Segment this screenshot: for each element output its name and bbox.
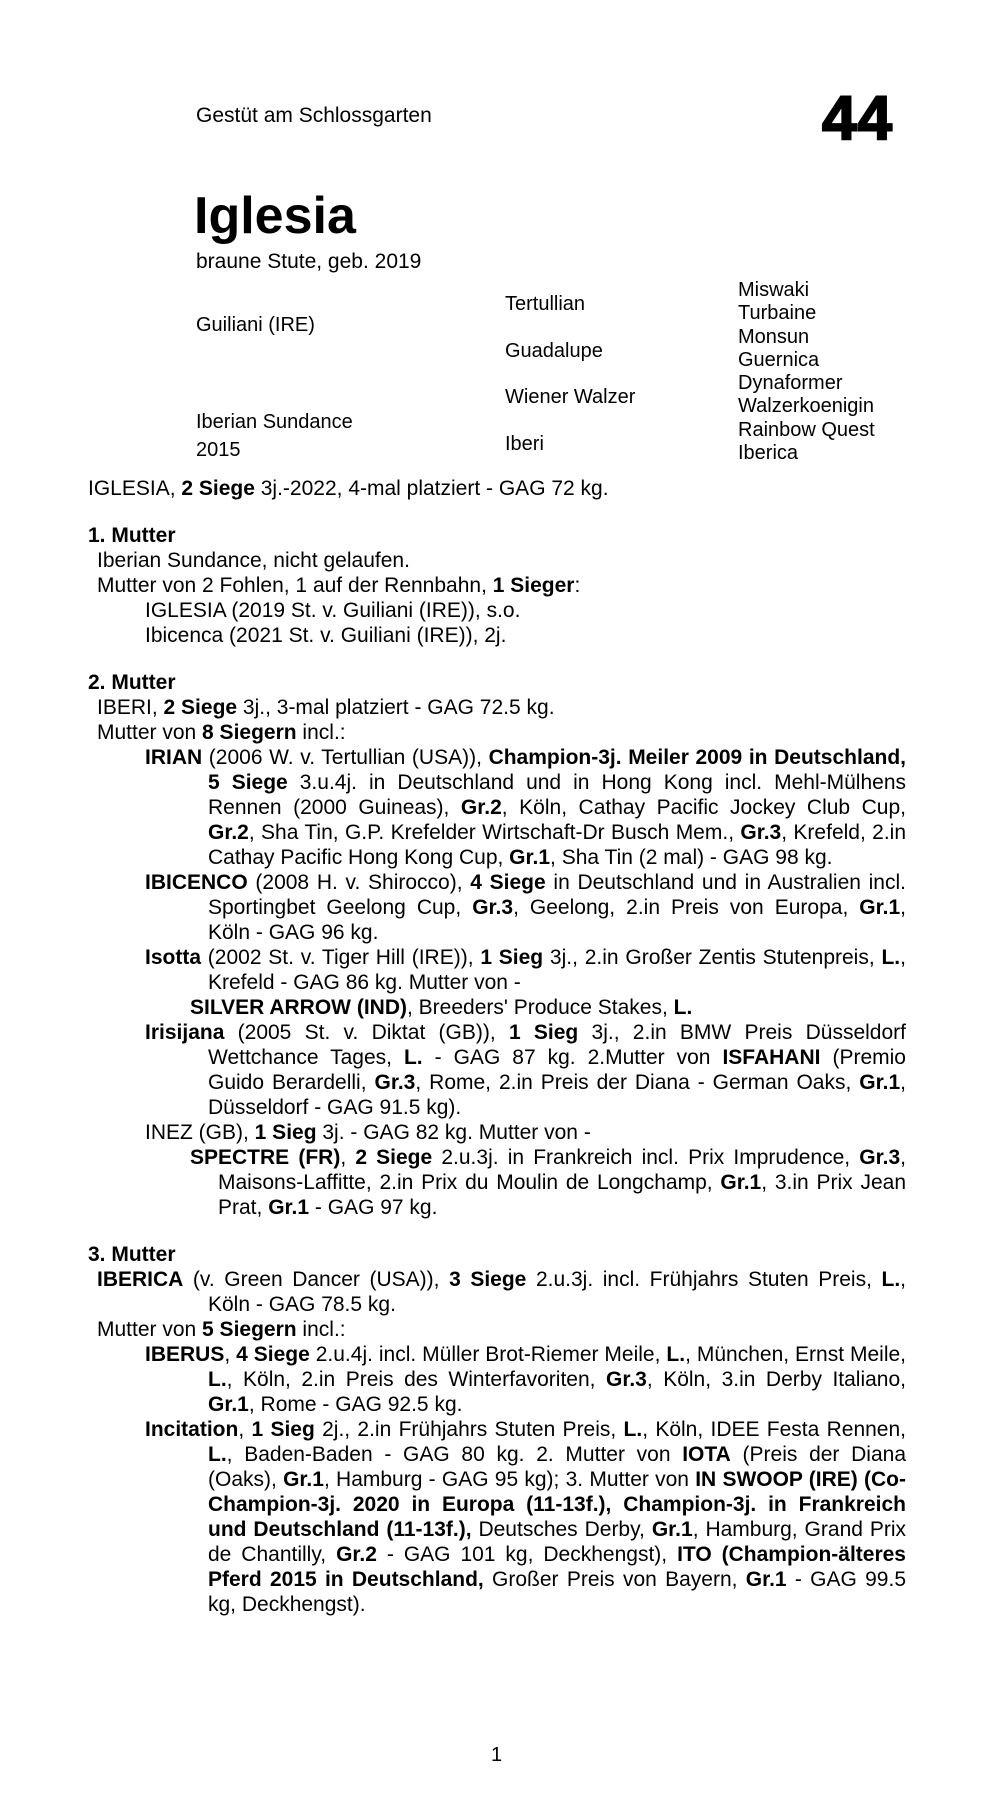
pedigree-text-paragraph: Ibicenca (2021 St. v. Guiliani (IRE)), 2j. <box>145 624 507 647</box>
bold-text: ISFAHANI <box>722 1046 821 1069</box>
bold-text: ITO (Champion-älteres Pferd 2015 in Deutschland, <box>208 1543 906 1591</box>
bold-text: 2 Siege <box>355 1146 433 1169</box>
bold-text: 1 Sieg <box>508 1021 579 1044</box>
pedigree-text-paragraph: IBERI, 2 Siege 3j., 3-mal platziert - GAG 72.5 kg. <box>97 696 555 719</box>
bold-text: IBICENCO <box>145 871 248 894</box>
page-number: 1 <box>490 1744 503 1766</box>
pedigree-text-paragraph: SILVER ARROW (IND), Breeders' Produce Stakes, L. <box>190 996 693 1019</box>
pedigree-ancestor: Rainbow Quest <box>738 419 875 441</box>
bold-text: 4 Siege <box>236 1343 310 1366</box>
horse-description: braune Stute, geb. 2019 <box>196 250 422 273</box>
bold-text: L. <box>208 1443 227 1466</box>
pedigree-ancestor: Iberi <box>505 433 544 455</box>
bold-text: L. <box>403 1046 423 1069</box>
bold-text: Gr.3 <box>374 1071 416 1094</box>
pedigree-text-paragraph: IBERICA (v. Green Dancer (USA)), 3 Siege 2.u.3j. incl. Frühjahrs Stuten Preis, L., Köln - GAG 78.5 kg. <box>97 1268 907 1316</box>
pedigree-text-paragraph: Irisijana (2005 St. v. Diktat (GB)), 1 Sieg 3j., 2.in BMW Preis Düsseldorf Wettchance Tages, L. - GAG 87 kg. 2.Mutter von ISFAHANI (Premio Guido Berardelli, Gr.3, Rome, 2.in Preis der Diana - German Oaks, Gr.1, Düsseldorf - GAG 91.5 kg). <box>145 1021 906 1119</box>
bold-text: L. <box>666 1343 686 1366</box>
bold-text: Irisijana <box>145 1021 225 1044</box>
pedigree-text-paragraph: IRIAN (2006 W. v. Tertullian (USA)), Champion-3j. Meiler 2009 in Deutschland, 5 Siege 3.u.4j. in Deutschland und in Hong Kong incl. Mehl-Mülhens Rennen (2000 Guineas), Gr.2, Köln, Cathay Pacific Jockey Club Cup, Gr.2, Sha Tin, G.P. Krefelder Wirtschaft-Dr Busch Mem., Gr.3, Krefeld, 2.in Cathay Pacific Hong Kong Cup, Gr.1, Sha Tin (2 mal) - GAG 98 kg. <box>145 746 907 869</box>
pedigree-text-paragraph: Mutter von 2 Fohlen, 1 auf der Rennbahn, 1 Sieger: <box>97 574 581 597</box>
bold-text: IRIAN <box>145 746 203 769</box>
bold-text: Gr.1 <box>268 1196 310 1219</box>
bold-text: 1 Sieg <box>251 1418 315 1441</box>
bold-text: Gr.1 <box>859 1071 901 1094</box>
pedigree-ancestor: Guernica <box>738 349 820 371</box>
dam-sections <box>88 523 906 1617</box>
bold-text: 3 Siege <box>449 1268 527 1291</box>
bold-text: Gr.1 <box>283 1468 324 1491</box>
pedigree-text-paragraph: Incitation, 1 Sieg 2j., 2.in Frühjahrs Stuten Preis, L., Köln, IDEE Festa Rennen, L., Baden-Baden - GAG 80 kg. 2. Mutter von IOTA (Preis der Diana (Oaks), Gr.1, Hamburg - GAG 95 kg); 3. Mutter von IN SWOOP (IRE) (Co-Champion-3j. 2020 in Europa (11-13f.), Champion-3j. in Frankreich und Deutschland (11-13f.), Deutsches Derby, Gr.1, Hamburg, Grand Prix de Chantilly, Gr.2 - GAG 101 kg, Deckhengst), ITO (Champion-älteres Pferd 2015 in Deutschland, Großer Preis von Bayern, Gr.1 - GAG 99.5 kg, Deckhengst). <box>145 1418 907 1616</box>
bold-text: 1 Sieg <box>480 946 544 969</box>
bold-text: Gr.1 <box>720 1171 762 1194</box>
bold-text: Incitation <box>145 1418 239 1441</box>
bold-text: Gr.3 <box>859 1146 901 1169</box>
pedigree-ancestor: Miswaki <box>738 279 810 301</box>
pedigree-text-paragraph: SPECTRE (FR), 2 Siege 2.u.3j. in Frankreich incl. Prix Imprudence, Gr.3, Maisons-Laffitte, 2.in Prix du Moulin de Longchamp, Gr.1, 3.in Prix Jean Prat, Gr.1 - GAG 97 kg. <box>190 1146 907 1219</box>
pedigree-text-paragraph: Iberian Sundance, nicht gelaufen. <box>97 549 410 572</box>
bold-text: 1 Sieg <box>254 1121 317 1144</box>
race-record-line: IGLESIA, 2 Siege 3j.-2022, 4-mal platziert - GAG 72 kg. <box>88 477 609 500</box>
bold-text: Gr.2 <box>336 1543 377 1566</box>
pedigree-ancestor: Walzerkoenigin <box>738 395 874 417</box>
bold-text: Gr.1 <box>745 1568 787 1591</box>
bold-text: L. <box>673 996 693 1019</box>
bold-text: L. <box>881 946 901 969</box>
section-heading: 3. Mutter <box>88 1243 176 1266</box>
bold-text: Gr.1 <box>651 1518 693 1541</box>
bold-text: IBERICA <box>97 1268 184 1291</box>
pedigree-ancestor: Guadalupe <box>505 340 603 362</box>
bold-text: SILVER ARROW (IND) <box>190 996 407 1019</box>
pedigree-dam-name: Iberian Sundance <box>196 411 353 433</box>
bold-text: 5 Siegern <box>202 1318 297 1341</box>
pedigree-ancestor: Wiener Walzer <box>505 386 636 408</box>
pedigree-text-paragraph: INEZ (GB), 1 Sieg 3j. - GAG 82 kg. Mutter von - <box>145 1121 591 1144</box>
horse-name-title: Iglesia <box>194 187 356 245</box>
bold-text: Gr.1 <box>509 846 551 869</box>
bold-text: 1 Sieger <box>492 574 575 597</box>
bold-text: Gr.3 <box>740 821 782 844</box>
bold-text: IBERUS <box>145 1343 225 1366</box>
pedigree-text-paragraph: Mutter von 8 Siegern incl.: <box>97 721 346 744</box>
bold-text: 2 Siege <box>181 477 255 500</box>
bold-text: SPECTRE (FR) <box>190 1146 341 1169</box>
bold-text: Gr.3 <box>606 1368 647 1391</box>
pedigree-sire: Guiliani (IRE) <box>196 314 315 336</box>
bold-text: IN SWOOP (IRE) (Co-Champion-3j. 2020 in Europa (11-13f.), Champion-3j. in Frankreich und Deutschland (11-13f.), <box>208 1468 907 1541</box>
pedigree-text-paragraph: Mutter von 5 Siegern incl.: <box>97 1318 346 1341</box>
bold-text: Isotta <box>145 946 202 969</box>
bold-text: Gr.2 <box>208 821 249 844</box>
bold-text: 8 Siegern <box>202 721 297 744</box>
bold-text: Gr.2 <box>460 796 502 819</box>
pedigree-text-paragraph: IBICENCO (2008 H. v. Shirocco), 4 Siege in Deutschland und in Australien incl. Sportingbet Geelong Cup, Gr.3, Geelong, 2.in Preis von Europa, Gr.1, Köln - GAG 96 kg. <box>145 871 906 944</box>
section-heading: 1. Mutter <box>88 524 176 547</box>
pedigree-table <box>0 0 993 470</box>
pedigree-dam-year: 2015 <box>196 439 241 461</box>
pedigree-ancestor: Tertullian <box>505 293 586 315</box>
section-heading: 2. Mutter <box>88 671 176 694</box>
pedigree-text-paragraph: IGLESIA (2019 St. v. Guiliani (IRE)), s.o. <box>145 599 521 622</box>
bold-text: L. <box>623 1418 643 1441</box>
bold-text: Gr.1 <box>208 1393 249 1416</box>
bold-text: IOTA <box>682 1443 731 1466</box>
bold-text: L. <box>208 1368 227 1391</box>
consignor-name: Gestüt am Schlossgarten <box>196 104 432 127</box>
pedigree-ancestor: Dynaformer <box>738 372 843 394</box>
pedigree-ancestor: Monsun <box>738 326 810 348</box>
pedigree-ancestor: Iberica <box>738 442 799 464</box>
catalog-text <box>88 476 906 1617</box>
pedigree-text-paragraph: Isotta (2002 St. v. Tiger Hill (IRE)), 1 Sieg 3j., 2.in Großer Zentis Stutenpreis, L., Krefeld - GAG 86 kg. Mutter von - <box>145 946 906 994</box>
pedigree-ancestor: Turbaine <box>738 302 817 324</box>
bold-text: 2 Siege <box>163 696 238 719</box>
pedigree-text-paragraph: IBERUS, 4 Siege 2.u.4j. incl. Müller Brot-Riemer Meile, L., München, Ernst Meile, L., Köln, 2.in Preis des Winterfavoriten, Gr.3, Köln, 3.in Derby Italiano, Gr.1, Rome - GAG 92.5 kg. <box>145 1343 907 1416</box>
lot-number: 44 <box>822 84 893 153</box>
bold-text: 4 Siege <box>470 871 546 894</box>
bold-text: Gr.3 <box>472 896 514 919</box>
bold-text: Gr.1 <box>859 896 901 919</box>
pedigree-dam <box>196 408 353 464</box>
bold-text: Champion-3j. Meiler 2009 in Deutschland, 5 Siege <box>208 746 906 794</box>
bold-text: L. <box>881 1268 901 1291</box>
